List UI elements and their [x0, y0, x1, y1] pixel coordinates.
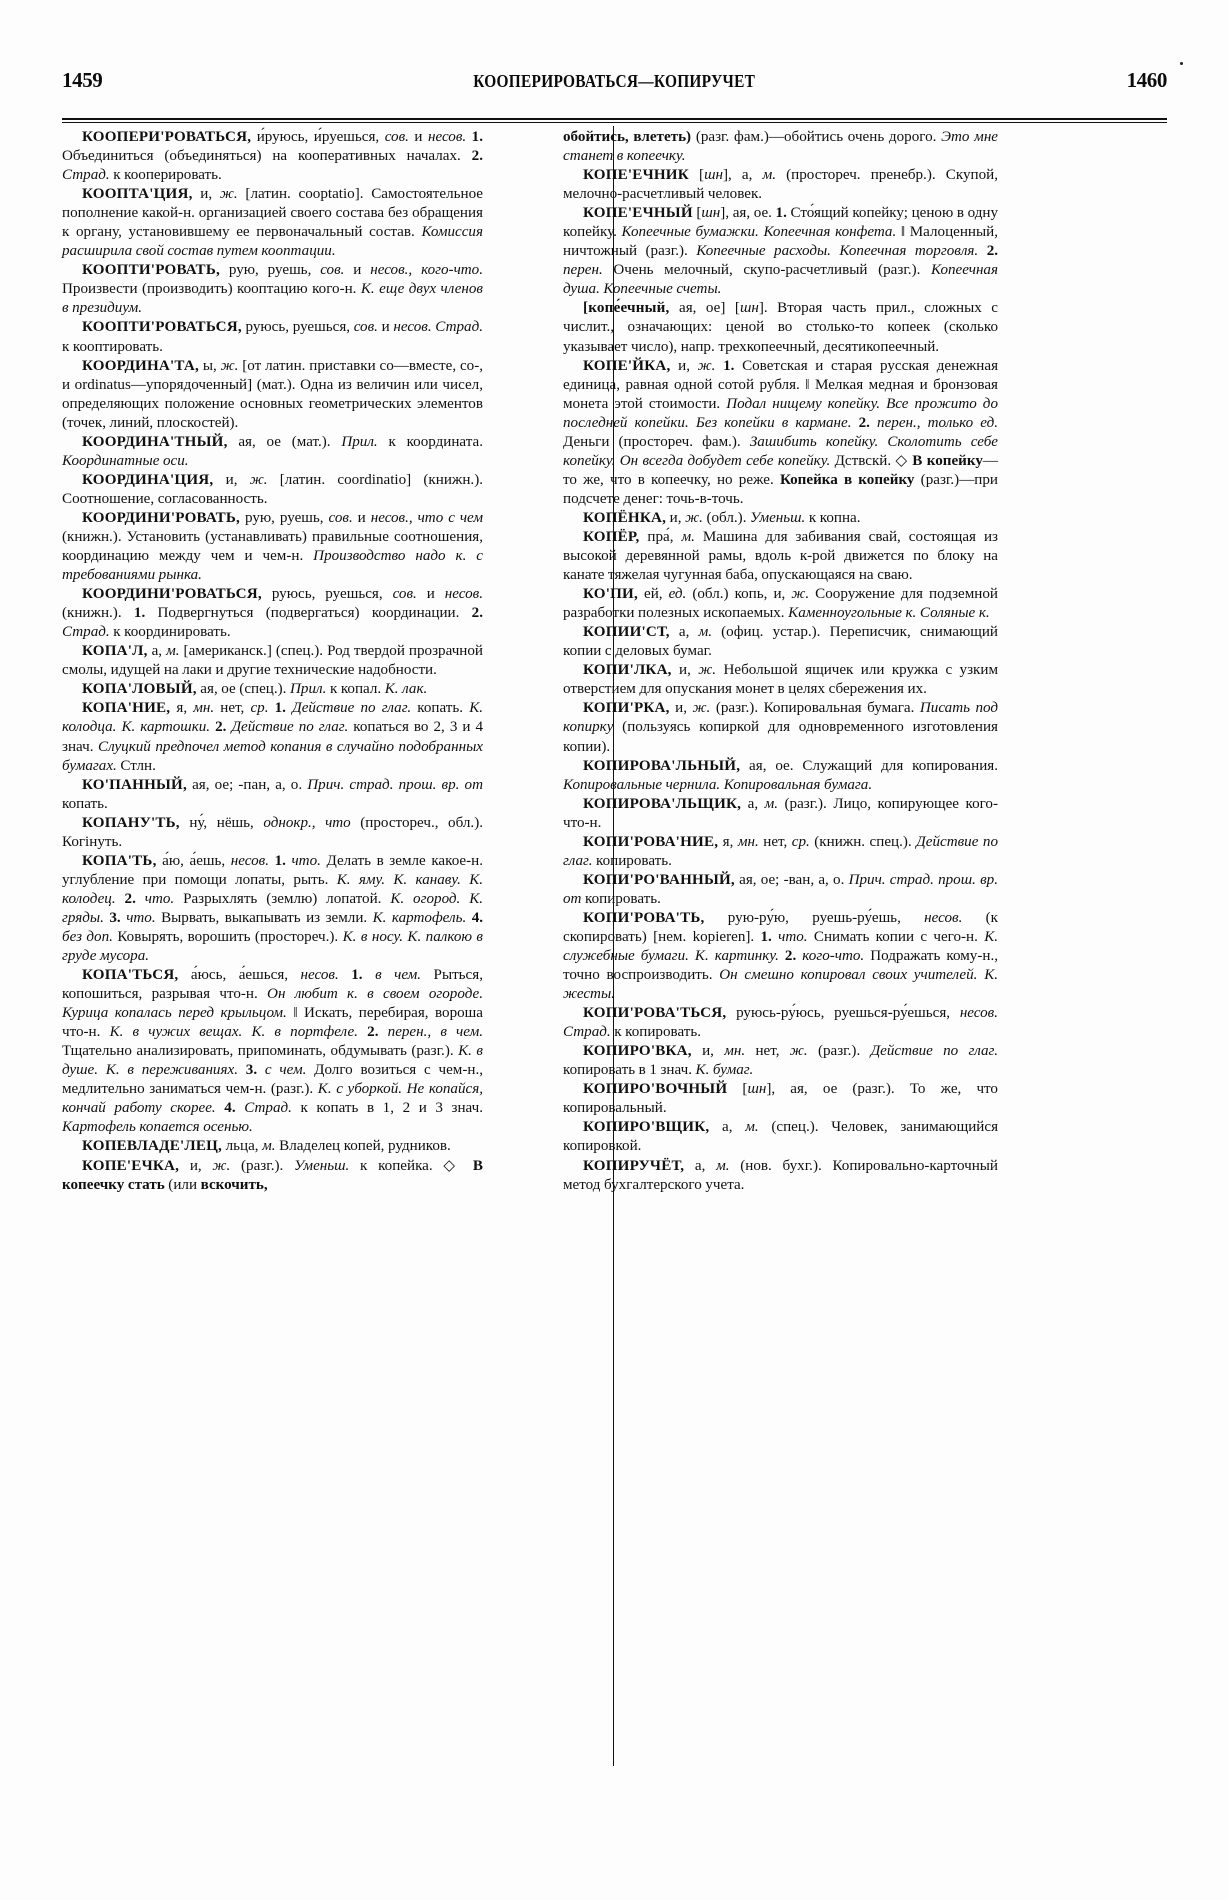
entry-definition: ая, ое. Служащий для копирования. Копировальные чернила. Копировальная бумага.	[563, 757, 998, 793]
entry-definition: и, мн. нет, ж. (разг.). Действие по глаг. копировать в 1 знач. К. бумаг.	[563, 1043, 998, 1079]
entry-definition: и, ж. [латин. cooptatio]. Самостоятельное пополнение какой-н. организацией своего состава без обращения к органу, установившему ее первоначальный состав. Комиссия расширила свой состав путем кооптации.	[62, 186, 483, 260]
entry-definition: а́ю, а́ешь, несов. 1. что. Делать в земле какое-н. углубление при помощи лопаты, рыть. К. яму. К. канаву. К. колодец. 2. что. Разрыхлять (землю) лопатой. К. огород. К. гряды. 3. что. Вырвать, выкапывать из земли. К. картофель. 4. без доп. Ковырять, ворошить (простореч.). К. в носу. К. палкою в груде мусора.	[62, 852, 484, 965]
dictionary-entry	[563, 757, 998, 795]
folio-left: 1459	[62, 68, 103, 92]
running-head-title: КООПЕРИРОВАТЬСЯ—КОПИРУЧЕТ	[473, 71, 756, 91]
dictionary-entry	[62, 699, 483, 775]
entry-definition: [шн], а, м. (простореч. пренебр.). Скупой, мелочно-расчетливый человек.	[563, 167, 998, 203]
entry-definition: рую, руешь, сов. и несов., что с чем (книжн.). Установить (устанавливать) правильные соотношения, координацию между чем и чем-н. Производство надо к. с требованиями рынка.	[62, 509, 484, 584]
entry-definition: ая, ое; -пан, а, о. Прич. страд. прош. вр. от копать.	[62, 776, 483, 812]
running-header	[62, 68, 1167, 98]
entry-headword: КОПИРО'ВКА,	[583, 1043, 692, 1060]
entry-definition: ая, ое; -ван, а, о. Прич. страд. прош. вр. от копировать.	[563, 871, 998, 907]
dictionary-entry	[563, 661, 998, 699]
dictionary-entry	[563, 871, 998, 909]
dictionary-entry	[563, 699, 998, 756]
entry-headword: КО'ПАННЫЙ,	[82, 776, 187, 793]
entry-headword: КОПИРО'ВЩИК,	[583, 1119, 710, 1136]
dictionary-entry	[62, 128, 483, 185]
dictionary-entry	[563, 528, 998, 585]
dictionary-entry	[62, 185, 483, 261]
entry-headword: КОПЕ'ЕЧНИК	[583, 167, 689, 184]
entry-headword: [копе́ечный,	[583, 300, 670, 317]
entry-headword: КООПТА'ЦИЯ,	[82, 186, 193, 203]
entry-headword: КООРДИНА'ТНЫЙ,	[82, 433, 228, 450]
entry-definition: а, м. (нов. бухг.). Копировально-карточный метод бухгалтерского учета.	[563, 1157, 999, 1193]
scan-corner-dot	[1180, 62, 1183, 65]
entry-headword: КООПЕРИ'РОВАТЬСЯ,	[82, 129, 252, 145]
entry-definition: [шн], ая, ое. 1. Сто́ящий копейку; ценою в одну копейку. Копеечные бумажки. Копеечная конфета. ‖ Малоценный, ничтожный (разг.). Копеечные расходы. Копеечная торговля. 2. перен. Очень мелочный, скупо-расчетливый (разг.). Копеечная душа. Копеечные счеты.	[563, 205, 999, 298]
entry-definition: ы, ж. [от латин. приставки co—вместе, co-, и ordinatus—упорядоченный] (мат.). Одна из величин или чисел, определяющих положение основных геометрических элементов (точек, линий, плоскостей).	[62, 357, 484, 431]
dictionary-entry	[563, 1118, 998, 1156]
header-rule	[62, 118, 1167, 123]
entry-headword: КОПЁНКА,	[583, 509, 667, 526]
entry-definition: и, ж. 1. Советская и старая русская денежная единица, равная одной сотой рубля. ‖ Мелкая медная и бронзовая монета этой стоимости. Подал нищему копейку. Все прожито до последней копейки. Без копейки в кармане. 2. перен., только ед. Деньги (простореч. фам.). Зашибить копейку. Сколотить себе копейку. Он всегда добудет себе копейку. Дствскй. ◇ В копейку—то же, что в копеечку, но реже. Копейка в копейку (разг.)—при подсчете денег: точь-в-точь.	[563, 357, 999, 507]
right-column	[563, 128, 998, 1195]
entry-definition: я, мн. нет, ср. 1. Действие по глаг. копать. К. колодца. К. картошки. 2. Действие по глаг. копаться во 2, 3 и 4 знач. Слуцкий предпочел метод копания в случайно подобранных бумагах. Стлн.	[62, 700, 484, 774]
dictionary-entry	[62, 852, 483, 966]
entry-definition: [шн], ая, ое (разг.). То же, что копировальный.	[563, 1081, 998, 1117]
entry-definition: и́руюсь, и́руешься, сов. и несов. 1. Объединиться (объединяться) на кооперативных началах. 2. Страд. к кооперировать.	[62, 129, 483, 184]
dictionary-entry	[62, 585, 483, 642]
entry-definition: и, ж. (разг.). Уменьш. к копейка. ◇ В копеечку стать (или вскочить,	[62, 1157, 483, 1193]
dictionary-entry	[62, 261, 483, 318]
dictionary-entry	[62, 642, 483, 680]
entry-definition: а, м. [американск.] (спец.). Род твердой прозрачной смолы, идущей на лаки и другие технические надобности.	[62, 643, 483, 679]
dictionary-entry	[62, 471, 483, 509]
dictionary-entry	[563, 357, 998, 509]
entry-headword: КООРДИНА'ТА,	[82, 357, 200, 374]
entry-definition: я, мн. нет, ср. (книжн. спец.). Действие по глаг. копировать.	[563, 833, 998, 869]
dictionary-entry	[62, 966, 483, 1137]
entry-definition: рую, руешь, сов. и несов., кого-что. Произвести (производить) кооптацию кого-н. К. еще двух членов в президиум.	[62, 262, 483, 317]
dictionary-entry	[62, 318, 483, 356]
entry-definition: и, ж. (разг.). Копировальная бумага. Писать под копирку (пользуясь копиркой для одновременного изготовления копии).	[563, 700, 998, 755]
entry-headword: КОПА'ЛОВЫЙ,	[82, 681, 197, 698]
dictionary-entry	[563, 1042, 998, 1080]
entry-headword: КОПАНУ'ТЬ,	[82, 814, 180, 831]
dictionary-entry	[62, 814, 483, 852]
dictionary-entry	[62, 509, 483, 585]
entry-headword: КОПИ'ЛКА,	[583, 662, 672, 679]
entry-headword: КОПА'ТЬСЯ,	[82, 967, 179, 984]
dictionary-entry	[563, 833, 998, 871]
dictionary-entry	[563, 204, 998, 299]
entry-headword: КОПИИ'СТ,	[583, 624, 670, 641]
dictionary-entry	[62, 776, 483, 814]
entry-headword: КОПЕ'ЙКА,	[583, 357, 671, 374]
entry-headword: КООПТИ'РОВАТЬСЯ,	[82, 319, 242, 336]
entry-definition: и, ж. [латин. coordinatio] (книжн.). Соотношение, согласованность.	[62, 471, 483, 507]
entry-headword: КООРДИНИ'РОВАТЬ,	[82, 509, 241, 526]
entry-headword: КООРДИНИ'РОВАТЬСЯ,	[82, 586, 262, 603]
entry-definition: а, м. (разг.). Лицо, копирующее кого-что-н.	[563, 795, 999, 831]
entry-definition: льца, м. Владелец копей, рудников.	[222, 1138, 451, 1155]
entry-headword: КОПА'ТЬ,	[82, 852, 157, 869]
entry-definition: ну́, нёшь, однокр., что (простореч., обл.). Когінуть.	[62, 814, 483, 850]
entry-definition: руюсь-ру́юсь, руешься-ру́ешься, несов. Страд. к копировать.	[563, 1005, 998, 1041]
dictionary-entry	[563, 623, 998, 661]
entry-headword: КООПТИ'РОВАТЬ,	[82, 262, 220, 279]
dictionary-entry	[62, 1157, 483, 1195]
entry-definition: и, ж. (обл.). Уменьш. к копна.	[666, 509, 861, 526]
dictionary-entry	[563, 299, 998, 356]
dictionary-entry	[563, 1080, 998, 1118]
dictionary-entry	[563, 585, 998, 623]
entry-headword: КОПИ'РОВА'НИЕ,	[583, 833, 719, 850]
dictionary-entry	[563, 795, 998, 833]
entry-definition: а́юсь, а́ешься, несов. 1. в чем. Рыться, копошиться, разрывая что-н. Он любит к. в своем огороде. Курица копалась перед крыльцом. ‖ Искать, перебирая, вороша что-н. К. в чужих вещах. К. в портфеле. 2. перен., в чем. Тщательно анализировать, припоминать, обдумывать (разг.). К. в душе. К. в переживаниях. 3. с чем. Долго возиться с чем-н., медлительно заниматься чем-н. (разг.). К. с уборкой. Не копайся, кончай работу скорее. 4. Страд. к копать в 1, 2 и 3 знач. Картофель копается осенью.	[62, 967, 484, 1136]
entry-headword: КОПА'Л,	[82, 643, 148, 660]
entry-definition: руюсь, руешься, сов. и несов. Страд. к кооптировать.	[62, 319, 483, 355]
entry-headword: КО'ПИ,	[583, 586, 638, 603]
dictionary-entry	[62, 680, 483, 699]
entry-headword: КОПИРУЧЁТ,	[583, 1157, 685, 1174]
entry-headword: КОПЕ'ЕЧНЫЙ	[583, 205, 693, 222]
entry-definition: ая, ое (мат.). Прил. к координата. Координатные оси.	[62, 433, 483, 469]
entry-definition: пра́, м. Машина для забивания свай, состоящая из высокой деревянной рамы, вдоль к-рой движется по блоку на канате тяжелая чугунная баба, опускающаяся на сваю.	[563, 528, 998, 584]
entry-headword: КОПИРОВА'ЛЬЩИК,	[583, 795, 742, 812]
dictionary-entry	[563, 909, 998, 1004]
dictionary-entry	[563, 509, 998, 528]
dictionary-entry	[563, 1004, 998, 1042]
entry-headword: КООРДИНА'ЦИЯ,	[82, 471, 214, 488]
entry-headword: КОПИРОВА'ЛЬНЫЙ,	[583, 757, 741, 774]
entry-headword: КОПИ'РОВА'ТЬСЯ,	[583, 1005, 727, 1022]
left-column	[62, 128, 497, 1195]
column-container	[62, 128, 1167, 1195]
entry-definition: и, ж. Небольшой ящичек или кружка с узким отверстием для опускания монет в целях сбережения их.	[563, 662, 999, 698]
entry-headword: КОПЕ'ЕЧКА,	[82, 1157, 180, 1174]
entry-definition: ая, ое (спец.). Прил. к копал. К. лак.	[196, 681, 428, 698]
entry-headword: КОПИ'РО'ВАННЫЙ,	[583, 871, 735, 888]
entry-headword: КОПЁР,	[583, 528, 640, 545]
folio-right: 1460	[1126, 68, 1167, 92]
entry-definition: а, м. (офиц. устар.). Переписчик, снимающий копии с деловых бумаг.	[563, 624, 998, 660]
dictionary-entry	[563, 1157, 998, 1195]
entry-definition: а, м. (спец.). Человек, занимающийся копировкой.	[563, 1119, 999, 1155]
dictionary-entry	[563, 166, 998, 204]
dictionary-entry	[62, 357, 483, 433]
dictionary-entry	[62, 1137, 483, 1156]
entry-continuation: обойтись, влететь) (разг. фам.)—обойтись очень дорого. Это мне станет в копеечку.	[563, 129, 999, 165]
entry-headword: КОПИ'РКА,	[583, 700, 670, 717]
entry-definition: ей, ед. (обл.) копь, и, ж. Сооружение для подземной разработки полезных ископаемых. Каменноугольные к. Соляные к.	[563, 586, 998, 622]
entry-definition: руюсь, руешься, сов. и несов. (книжн.). 1. Подвергнуться (подвергаться) координации. 2. Страд. к координировать.	[62, 586, 483, 641]
entry-headword: КОПИ'РОВА'ТЬ,	[583, 909, 705, 926]
entry-headword: КОПЕВЛАДЕ'ЛЕЦ,	[82, 1138, 223, 1155]
entry-definition: ая, ое] [шн]. Вторая часть прил., сложных с числит., означающих: ценой во столько-то копеек (сколько указывает число), напр. трехкопеечный, десятикопеечный.	[563, 300, 998, 355]
entry-definition: рую-ру́ю, руешь-ру́ешь, несов. (к скопировать) [нем. kopieren]. 1. что. Снимать копии с чего-н. К. служебные бумаги. К. картинку. 2. кого-что. Подражать кому-н., точно воспроизводить. Он смешно копировал своих учителей. К. жесты.	[563, 909, 999, 1003]
entry-headword: КОПА'НИЕ,	[82, 700, 171, 717]
dictionary-entry	[62, 433, 483, 471]
entry-headword: КОПИРО'ВОЧНЫЙ	[583, 1081, 728, 1098]
